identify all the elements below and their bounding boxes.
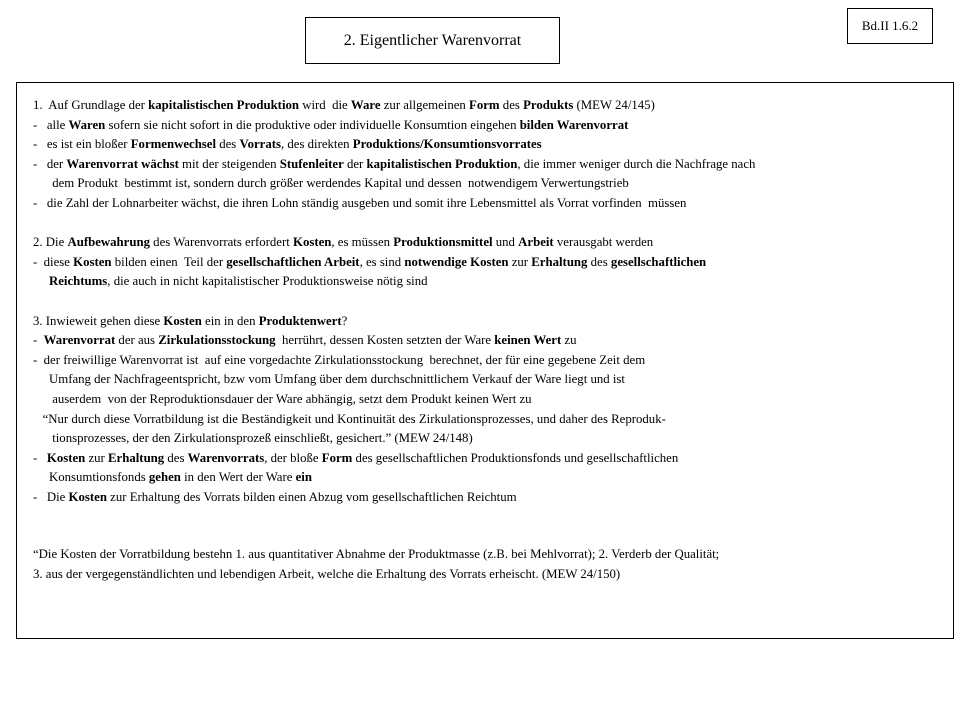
text-run: - die Zahl der Lohnarbeiter wächst, die ihren Lohn ständig ausgeben und somit ihre Lebensmittel als Vorrat vorfinden müssen	[33, 195, 687, 210]
bold-term: keinen Wert	[494, 333, 562, 348]
text-line	[33, 96, 953, 116]
text-run: “Nur durch diese Vorratbildung ist die Beständigkeit und Kontinuität des Zirkulationsprozesses, und daher des Reproduk-	[33, 411, 666, 426]
bold-term: Kosten	[163, 313, 202, 328]
text-run: zur Erhaltung des Vorrats bilden einen Abzug vom gesellschaftlichen Reichtum	[106, 489, 517, 504]
paragraph-spacer	[33, 507, 953, 545]
reference-label: Bd.II 1.6.2	[847, 8, 933, 44]
text-line	[33, 233, 953, 253]
bold-term: Form	[469, 98, 500, 112]
text-run: -	[33, 450, 47, 465]
bold-term: Form	[321, 450, 353, 465]
bold-term: Warenvorrats	[187, 450, 265, 465]
bold-term: Aufbewahrung	[67, 235, 150, 250]
text-run: 3. Inwieweit gehen diese	[33, 313, 164, 328]
text-run: des Warenvorrats erfordert	[149, 235, 293, 250]
text-run: sofern sie nicht sofort in die produktive oder individuelle Konsumtion eingehen	[105, 117, 520, 132]
text-line	[33, 351, 953, 371]
bold-term: ein	[295, 470, 312, 485]
text-run: und	[492, 235, 519, 250]
text-run: - der freiwillige Warenvorrat ist auf eine vorgedachte Zirkulationsstockung berechnet, der für eine gegebene Zeit dem	[33, 352, 646, 367]
bold-term: Kosten	[73, 254, 112, 269]
text-run: - alle	[33, 117, 69, 132]
bold-term: Warenvorrat wächst	[66, 156, 179, 171]
bold-term: kapitalistischen Produktion	[366, 156, 518, 171]
text-run: zur	[85, 450, 109, 465]
bold-term: Ware	[350, 98, 381, 112]
text-run: , es sind	[359, 254, 405, 269]
text-line	[33, 135, 953, 155]
text-run: des	[587, 254, 611, 269]
bold-term: Produkts	[523, 98, 574, 112]
bold-term: Formenwechsel	[130, 137, 217, 152]
text-run: - der	[33, 156, 67, 171]
text-run: des	[216, 137, 240, 152]
bold-term: Erhaltung	[531, 254, 588, 269]
text-run: -	[33, 333, 44, 348]
text-run: zu	[561, 333, 577, 348]
text-run: Konsumtionsfonds	[33, 470, 149, 485]
text-run: , es müssen	[331, 235, 394, 250]
bold-term: bilden Warenvorrat	[519, 117, 629, 132]
text-line	[33, 565, 953, 585]
bold-term: kapitalistischen Produktion	[148, 98, 300, 112]
text-run: verausgabt werden	[553, 235, 654, 250]
paragraph-spacer	[33, 292, 953, 312]
text-run: , die immer weniger durch die Nachfrage nach	[517, 156, 756, 171]
bold-term: Produktions/Konsumtionsvorrates	[352, 137, 542, 152]
text-run: mit der steigenden	[178, 156, 280, 171]
text-run: des gesellschaftlichen Produktionsfonds und gesellschaftlichen	[352, 450, 679, 465]
text-line	[33, 174, 953, 194]
text-run: tionsprozesses, der den Zirkulationsprozeß einschließt, gesichert.” (MEW 24/148)	[33, 431, 473, 446]
text-line	[33, 331, 953, 351]
text-line	[33, 312, 953, 332]
text-run: - es ist ein bloßer	[33, 137, 131, 152]
text-run: zur	[508, 254, 532, 269]
text-line	[33, 410, 953, 430]
bold-term: Vorrats	[239, 137, 281, 152]
text-line	[33, 155, 953, 175]
text-line	[33, 194, 953, 214]
bold-term: Reichtums	[49, 274, 108, 289]
text-line	[33, 116, 953, 136]
paragraph-spacer	[33, 214, 953, 234]
text-run: - Die	[33, 489, 69, 504]
bold-term: gehen	[148, 470, 181, 485]
text-line	[33, 468, 953, 488]
text-line	[33, 545, 953, 565]
text-run: wird die	[299, 98, 351, 112]
bold-term: gesellschaftlichen Arbeit	[226, 254, 360, 269]
text-run: in den Wert der Ware	[180, 470, 296, 485]
text-run: des	[164, 450, 188, 465]
text-line	[33, 370, 953, 390]
text-run: auserdem von der Reproduktionsdauer der Ware abhängig, setzt dem Produkt keinen Wert zu	[33, 391, 532, 406]
text-run: “Die Kosten der Vorratbildung bestehn 1. aus quantitativer Abnahme der Produktmasse (z.B. bei Mehlvorrat); 2. Verderb der Qualität;	[33, 547, 720, 562]
text-run: zur allgemeinen	[380, 98, 470, 112]
text-run: ?	[341, 313, 348, 328]
bold-term: Stufenleiter	[279, 156, 344, 171]
text-run: , die auch in nicht kapitalistischer Produktionsweise nötig sind	[107, 274, 428, 289]
text-line	[33, 390, 953, 410]
text-run: bilden einen Teil der	[111, 254, 227, 269]
bold-term: Kosten	[68, 489, 107, 504]
text-run: , des direkten	[280, 137, 353, 152]
text-run: dem Produkt bestimmt ist, sondern durch größer werdendes Kapital und dessen notwendigem Verwertungstrieb	[33, 176, 629, 191]
bold-term: Produktionsmittel	[393, 235, 493, 250]
bold-term: Zirkulationsstockung	[158, 333, 276, 348]
text-line	[33, 253, 953, 273]
text-run: der aus	[115, 333, 159, 348]
bold-term: Produktenwert	[258, 313, 342, 328]
text-run: 1. Auf Grundlage der	[33, 98, 149, 112]
content-box	[16, 82, 954, 639]
text-run: Umfang der Nachfrageentspricht, bzw vom Umfang über dem durchschnittlichem Verkauf der Ware liegt und ist	[33, 372, 625, 387]
text-run: der	[343, 156, 367, 171]
text-line	[33, 488, 953, 508]
text-line	[33, 449, 953, 469]
text-run: herrührt, dessen Kosten setzten der Ware	[275, 333, 495, 348]
text-run: - diese	[33, 254, 74, 269]
bold-term: Kosten	[292, 235, 332, 250]
text-run: des	[499, 98, 524, 112]
bold-term: Warenvorrat	[43, 333, 116, 348]
text-line	[33, 429, 953, 449]
bold-term: gesellschaftlichen	[610, 254, 707, 269]
text-line	[33, 272, 953, 292]
text-run: ein in den	[201, 313, 259, 328]
bold-term: Erhaltung	[108, 450, 165, 465]
page-title: 2. Eigentlicher Warenvorrat	[305, 17, 560, 64]
bold-term: notwendige Kosten	[404, 254, 509, 269]
bold-term: Kosten	[46, 450, 86, 465]
text-run: , der bloße	[264, 450, 322, 465]
text-run: (MEW 24/145)	[573, 98, 655, 112]
text-run: 3. aus der vergegenständlichten und lebendigen Arbeit, welche die Erhaltung des Vorrats erheischt. (MEW 24/150)	[33, 567, 621, 582]
text-run: 2. Die	[33, 235, 68, 250]
bold-term: Arbeit	[518, 235, 554, 250]
text-run	[33, 274, 49, 288]
bold-term: Waren	[68, 117, 106, 132]
